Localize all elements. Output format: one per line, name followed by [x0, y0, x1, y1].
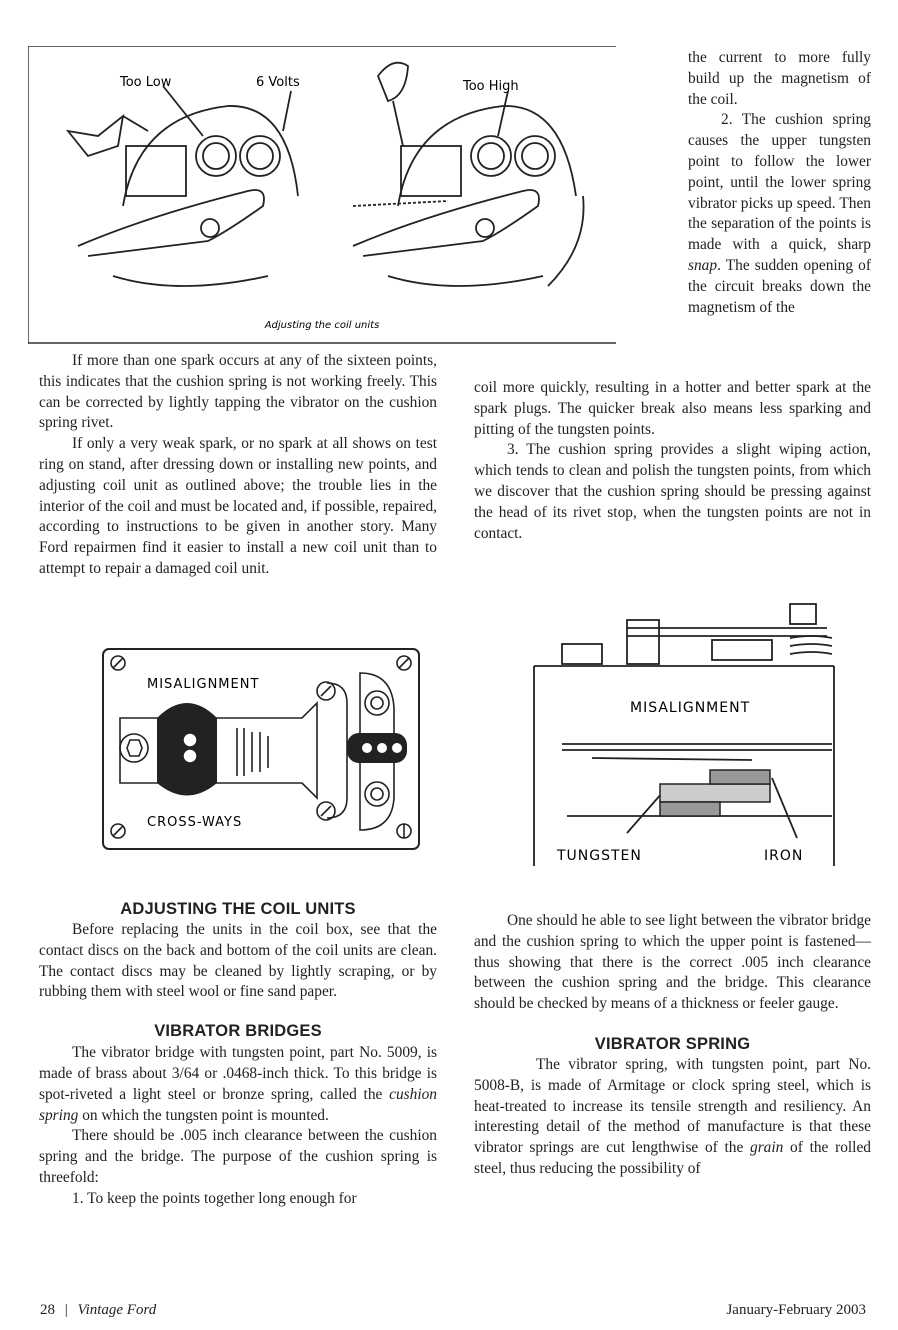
- paragraph: 2. The cushion spring causes the upper tungsten point to follow the lower point, until the lower spring vibrator picks up speed. Then the separation of the points is made with a quick, sharp snap. The sudden opening of the circuit breaks down the magnetism of the: [688, 111, 871, 316]
- paragraph: coil more quickly, resulting in a hotter and better spark at the spark plugs. The quicker break also means less sparking and pitting of the tungsten points.: [474, 379, 871, 438]
- issue-date: January-February 2003: [726, 1302, 866, 1318]
- figure-adjusting-coil: [28, 46, 616, 344]
- right-column-top: [474, 378, 871, 544]
- label-tungsten: TUNGSTEN: [557, 848, 642, 864]
- page-footer-left: [40, 1302, 156, 1319]
- label-6-volts: 6 Volts: [256, 75, 300, 90]
- label-misalignment: MISALIGNMENT: [630, 700, 751, 716]
- figure-misalignment-crossways: [102, 648, 420, 850]
- left-column-top: [39, 351, 437, 580]
- paragraph: There should be .005 inch clearance between the cushion spring and the bridge. The purpose of the cushion spring is threefold:: [39, 1127, 437, 1186]
- label-cross-ways: CROSS-WAYS: [147, 815, 243, 830]
- coil-adjust-illustration: [28, 46, 616, 344]
- label-misalignment: MISALIGNMENT: [147, 677, 260, 692]
- figure-caption: Adjusting the coil units: [264, 320, 380, 331]
- paragraph: the current to more fully build up the magnetism of the coil.: [688, 49, 871, 108]
- left-column-bottom: [39, 900, 437, 1210]
- page-number: 28: [40, 1302, 55, 1318]
- magazine-name: Vintage Ford: [77, 1302, 157, 1318]
- footer-separator: |: [64, 1302, 68, 1318]
- paragraph: One should he able to see light between the vibrator bridge and the cushion spring to which the upper point is fastened—thus showing that there is the correct .005 inch clearance between the cushion spring and the bridge. This clearance should be checked by means of a thickness or feeler gauge.: [474, 912, 871, 1013]
- label-too-high: Too High: [463, 79, 519, 94]
- paragraph: If only a very weak spark, or no spark at all shows on test ring on stand, after dressing down or installing new points, and adjusting coil unit as outlined above; the trouble lies in the interior of the coil and must be located and, if possible, repaired, according to instructions to be given in another story. Many Ford repairmen find it easier to install a new coil unit than to attempt to repair a damaged coil unit.: [39, 435, 437, 577]
- points-illustration: [532, 598, 838, 868]
- right-column-bottom: [474, 911, 871, 1180]
- paragraph: If more than one spark occurs at any of the sixteen points, this indicates that the cushion spring is not working freely. This can be corrected by lightly tapping the vibrator on the cushion spring rivet.: [39, 352, 437, 432]
- section-heading: VIBRATOR BRIDGES: [154, 1022, 322, 1041]
- paragraph: 3. The cushion spring provides a slight wiping action, which tends to clean and polish the tungsten points, from which we discover that the cushion spring should be pressing against the head of its rivet stop, when the tungsten points are not in contact.: [474, 441, 871, 542]
- paragraph: The vibrator bridge with tungsten point, part No. 5009, is made of brass about 3/64 or .0468-inch thick. To this bridge is spot-riveted a light steel or bronze spring, called the cushion spring on which the tungsten point is mounted.: [39, 1044, 437, 1124]
- label-too-low: Too Low: [120, 75, 172, 90]
- figure-misalignment-tungsten-iron: [532, 598, 838, 868]
- paragraph: Before replacing the units in the coil box, see that the contact discs on the back and bottom of the coil units are clean. The contact discs may be cleaned by lightly scraping, or by rubbing them with steel wool or fine sand paper.: [39, 921, 437, 1001]
- section-heading: VIBRATOR SPRING: [594, 1034, 751, 1053]
- right-column-narrow: [688, 48, 871, 318]
- section-heading: ADJUSTING THE COIL UNITS: [120, 900, 356, 918]
- paragraph: 1. To keep the points together long enough for: [72, 1189, 357, 1207]
- bridge-illustration: [102, 648, 420, 850]
- label-iron: IRON: [764, 848, 804, 864]
- paragraph: The vibrator spring, with tungsten point, part No. 5008-B, is made of Armitage or clock spring steel, which is heat-treated to increase its tensile strength and resiliency. An interesting detail of the method of manufacture is that these vibrator springs are cut lengthwise of the grain of the rolled steel, thus reducing the possibility of: [474, 1055, 871, 1177]
